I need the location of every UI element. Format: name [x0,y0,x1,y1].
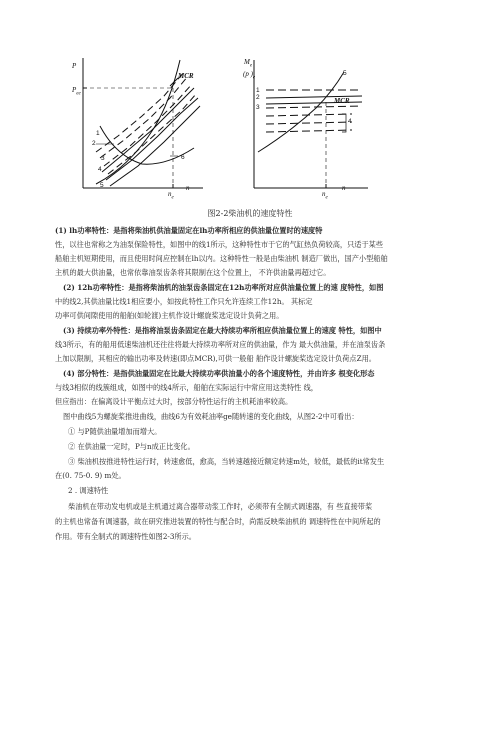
left-p-label [72,86,81,96]
right-line-4b [266,122,352,124]
right-y-label-sub: e [249,63,253,69]
left-curve-label-5: 5 [100,182,104,189]
right-x-label-ne [322,190,328,200]
right-x-label-ne-sub: e [325,195,328,201]
left-mcr-label: MCR [178,72,194,80]
right-curve-label-2: 2 [256,94,260,101]
left-curve-label-4: 4 [98,166,102,173]
right-x-label-ne-main: n [322,190,326,198]
right-mcr-label: MCR [334,97,350,105]
left-curve-label-6: 6 [181,154,185,161]
left-x-label-ne-sub: e [171,195,174,201]
para2-line2: 中的线2,其供油量比线1相应要小，如按此特性工作只允许连续工作12h。 其标定 [55,297,313,306]
left-curve-dash-3 [104,84,192,166]
right-curve-label-5: 5 [343,70,347,77]
list-item-3-line1: ③ 柴油机按推进特性运行时，转速愈低，愈高，当转速越接近额定转速m处，较低，最低的it常发生 [68,457,385,466]
list-item-2: ② 在供油量一定时，P与n成正比变化。 [68,442,195,451]
right-y-unit-sub: e [252,75,256,81]
para1-line4: 主机的最大供油量，也常依靠油泵齿条将其限制在这个位置上， 不许供油量再超过它。 [55,268,331,277]
right-x-label-n: n [342,184,346,192]
left-x-label-ne-main: n [168,190,172,198]
right-y-unit [243,70,255,80]
left-speed-characteristic-diagram [58,48,208,201]
para2-line1: (2) 12h功率特性：是指将柴油机的油泵齿条固定在12h功率所对应供油量位置上的速 度特性，如图 [63,283,384,292]
left-p-label-main: P [72,86,77,94]
para4-line1: (4) 部分特性：是指供油量固定在比最大持续功率供油量小的各个速度特性，并由许多 根变化形态 [63,369,375,378]
left-p-label-sub: ee [76,91,81,97]
para4-line2: 与线3相似的线簇组成，如图中的线4所示，船舶在实际运行中常应用这类特性 线， [55,383,318,392]
para6-line2: 的主机也常备有调速器，故在研究推进装置的特性与配合时，尚需反映柴油机的 调速特性在中间所起的 [55,517,381,526]
para3-line1: (3) 持续功率外特性：是指将油泵齿条固定在最大持续功率所相应供油量位置上的速度 特性，如图中 [63,326,382,335]
para5-line1: 图中曲线5为螺旋桨推进曲线，曲线6为有效耗油率ge随转速的变化曲线，从图2-2中可看出： [63,412,359,421]
para6-line3: 作用。带有全制式的调速特性如图2-3所示。 [55,532,196,541]
right-line-4c [266,130,352,132]
right-curve-label-1: 1 [256,87,260,94]
right-line-3 [266,106,362,108]
left-mcr-leader [170,78,178,86]
right-curve-label-3: 3 [256,104,260,111]
right-propeller-curve [258,72,344,152]
section-heading-governor: 2 . 调速特性 [68,486,109,495]
para1-line3: 船舶主机短期使用，而且使用时间应控制在lh以内。这种特性一般是由柴油机 制造厂做出，国产小型船舶 [55,254,388,263]
left-curve-label-2: 2 [92,140,96,147]
left-x-label-ne [168,190,174,200]
right-curve-label-4: 4 [348,118,352,125]
list-item-3-line2: 在(0. 75-0. 9) m处。 [55,471,126,480]
left-x-label-n: n [186,184,190,192]
para6-line1: 柴油机在带动发电机或是主机通过离合器带动浆工作时，必须带有全制式调速器，有 些直接带桨 [68,502,373,511]
para4-line3: 但应指出：在偏离设计平衡点过大时，按部分特性运行的主机耗油率较高。 [55,397,293,406]
right-bracket-4 [342,114,346,132]
right-y-unit-main: (p ) [243,70,253,78]
figure-caption: 图2-2柴油机的速度特性 [207,209,293,218]
right-y-label-main: M [244,58,250,66]
para1-line2: 性，以往也常称之为油泵保险特性，如图中的线1所示，这种特性市于它的气缸热负荷较高，只适于某些 [55,240,384,249]
list-item-1: ① 与P随供油量增加而增大。 [68,427,162,436]
para1-line1: (1) lh功率特性：是指将柴油机供油量固定在lh功率所相应的供油量位置时的速度特 [55,226,323,235]
left-curve-label-3: 3 [101,155,105,162]
right-y-label [244,58,252,68]
para3-line3: 上加以限制，其相应的输出功率及转速(即点MCR),可供一般船 舶作设计螺旋桨选定设计负荷点Z用。 [55,354,376,363]
left-curve-label-1: 1 [96,130,100,137]
para2-line3: 功率可供间隙使用的船舶(如轮渡)主机作设计螺旋桨选定设计负荷之用。 [55,311,284,320]
left-curve-dash-4 [108,94,196,174]
left-curve-solid-3 [110,106,200,186]
left-y-label: P [72,62,77,70]
para3-line2: 线3所示，有的船用低速柴油机还往往将最大持续功率所对应的供油量，作为 最大供油量，并在油泵齿条 [55,340,386,349]
